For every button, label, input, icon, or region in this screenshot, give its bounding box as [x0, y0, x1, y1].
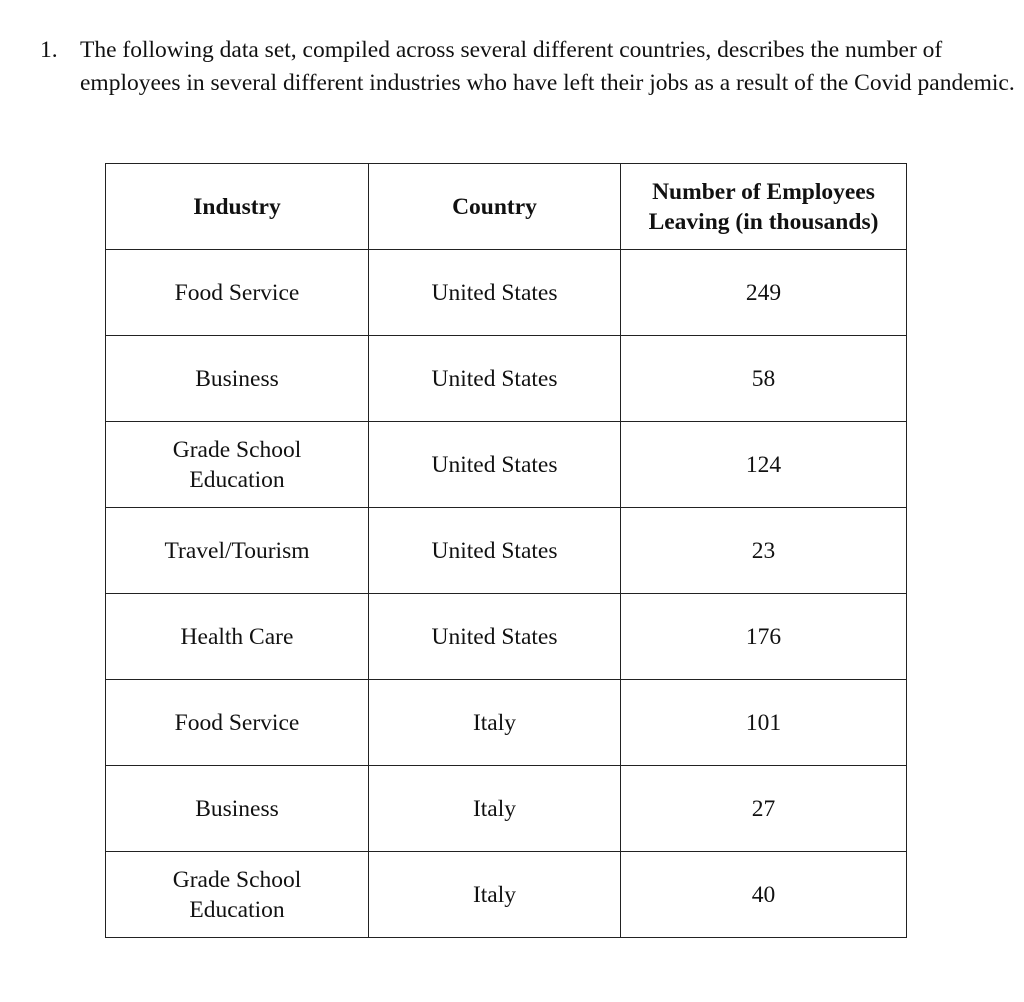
- cell-industry: Food Service: [106, 250, 369, 336]
- table-row: [106, 508, 907, 594]
- table-row: [106, 422, 907, 508]
- table-row: [106, 250, 907, 336]
- cell-employees: 40: [621, 852, 907, 938]
- table-header-row: [106, 164, 907, 250]
- cell-country: United States: [369, 336, 621, 422]
- cell-industry: Travel/Tourism: [106, 508, 369, 594]
- cell-country: United States: [369, 250, 621, 336]
- header-industry: Industry: [106, 164, 369, 250]
- cell-industry: Grade School Education: [106, 852, 369, 938]
- table-row: [106, 336, 907, 422]
- cell-country: United States: [369, 594, 621, 680]
- cell-industry: Business: [106, 336, 369, 422]
- header-employees-leaving: Number of Employees Leaving (in thousands): [621, 164, 907, 250]
- cell-industry: Business: [106, 766, 369, 852]
- question-text: The following data set, compiled across several different countries, describes the number of employees in several different industries who have left their jobs as a result of the Covid pandemic.: [80, 37, 1015, 96]
- table-row: [106, 680, 907, 766]
- cell-industry: Health Care: [106, 594, 369, 680]
- cell-industry: Grade School Education: [106, 422, 369, 508]
- cell-employees: 124: [621, 422, 907, 508]
- table-row: [106, 852, 907, 938]
- cell-employees: 23: [621, 508, 907, 594]
- cell-country: Italy: [369, 680, 621, 766]
- cell-employees: 249: [621, 250, 907, 336]
- question-number: 1.: [40, 37, 58, 63]
- cell-industry: Food Service: [106, 680, 369, 766]
- cell-employees: 101: [621, 680, 907, 766]
- cell-country: Italy: [369, 766, 621, 852]
- table-row: [106, 594, 907, 680]
- cell-employees: 58: [621, 336, 907, 422]
- cell-employees: 27: [621, 766, 907, 852]
- table-row: [106, 766, 907, 852]
- cell-employees: 176: [621, 594, 907, 680]
- cell-country: United States: [369, 508, 621, 594]
- question: [40, 34, 1015, 100]
- header-country: Country: [369, 164, 621, 250]
- cell-country: Italy: [369, 852, 621, 938]
- cell-country: United States: [369, 422, 621, 508]
- employee-data-table: [105, 163, 907, 938]
